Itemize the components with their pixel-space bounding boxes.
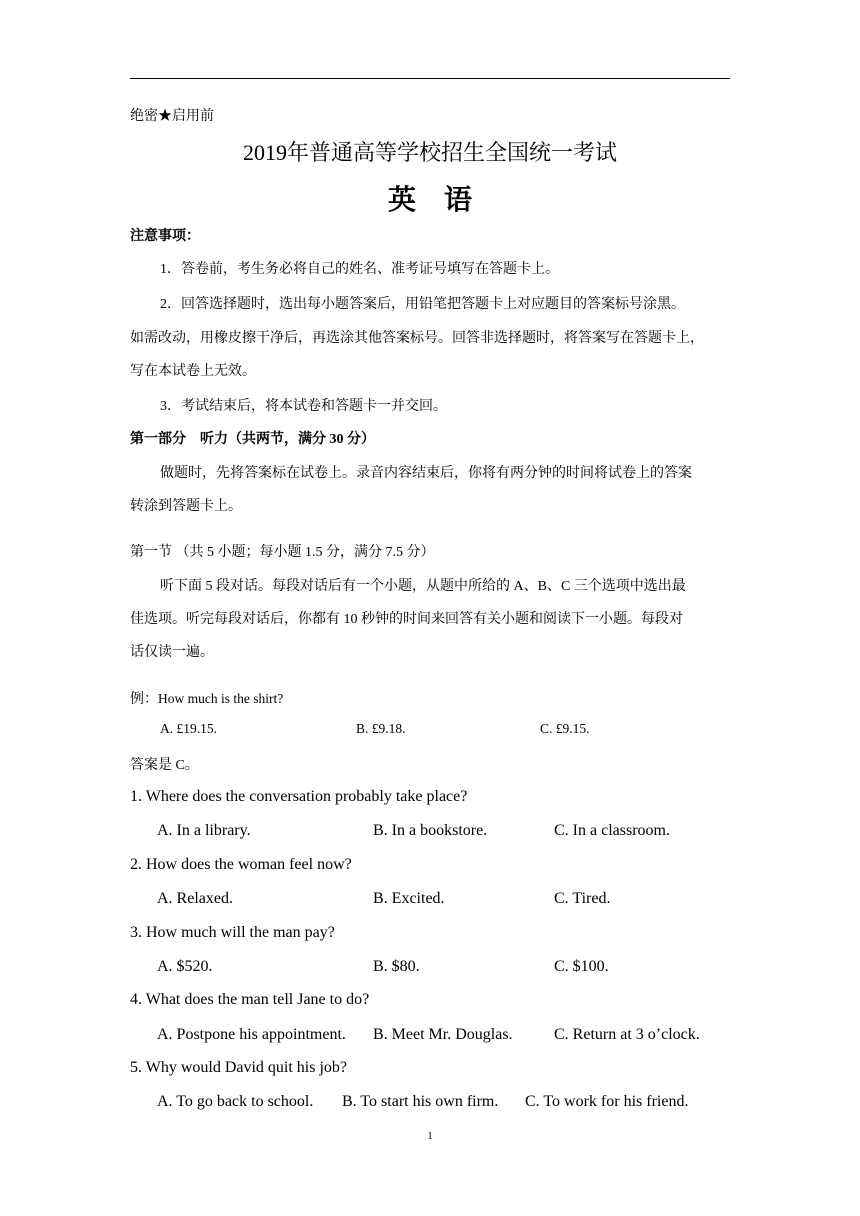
part1-heading: 第一部分 听力（共两节，满分 30 分） <box>130 432 375 447</box>
example-prefix: 例： <box>130 692 158 707</box>
question-4: 4. What does the man tell Jane to do? <box>130 991 370 1008</box>
question-3-option-a: A. $520. <box>157 958 213 975</box>
example-question <box>130 688 283 708</box>
section1-heading: 第一节 （共 5 小题；每小题 1.5 分，满分 7.5 分） <box>130 545 435 560</box>
header-rule <box>130 78 730 79</box>
subject-title: 英 语 <box>387 183 472 216</box>
question-5-option-c: C. To work for his friend. <box>525 1093 689 1110</box>
section1-instr-line-1: 听下面 5 段对话。每段对话后有一个小题，从题中所给的 A、B、C 三个选项中选出最 <box>160 579 686 594</box>
section1-instr-line-3: 话仅读一遍。 <box>130 645 214 660</box>
page-number: 1 <box>427 1130 433 1142</box>
question-4-option-c: C. Return at 3 o’clock. <box>554 1026 700 1043</box>
question-1-option-c: C. In a classroom. <box>554 822 670 839</box>
question-3-option-c: C. $100. <box>554 958 609 975</box>
example-answer: 答案是 C。 <box>130 758 199 773</box>
part1-intro-line-1: 做题时，先将答案标在试卷上。录音内容结束后，你将有两分钟的时间将试卷上的答案 <box>160 466 692 481</box>
example-option-c: C. £9.15. <box>540 721 590 736</box>
note-item-2-line-2: 如需改动，用橡皮擦干净后，再选涂其他答案标号。回答非选择题时，将答案写在答题卡上， <box>130 331 704 346</box>
question-2-option-b: B. Excited. <box>373 890 445 907</box>
question-2-option-a: A. Relaxed. <box>157 890 233 907</box>
example-option-b: B. £9.18. <box>356 721 406 736</box>
question-2: 2. How does the woman feel now? <box>130 856 352 873</box>
question-5-option-b: B. To start his own firm. <box>342 1093 499 1110</box>
example-option-a: A. £19.15. <box>160 721 217 736</box>
question-5-option-a: A. To go back to school. <box>157 1093 314 1110</box>
question-5: 5. Why would David quit his job? <box>130 1059 348 1076</box>
note-item-1: 1．答卷前，考生务必将自己的姓名、准考证号填写在答题卡上。 <box>160 262 559 277</box>
part1-intro-line-2: 转涂到答题卡上。 <box>130 499 242 514</box>
question-3: 3. How much will the man pay? <box>130 924 335 941</box>
secret-mark: 绝密★启用前 <box>130 109 214 124</box>
question-1-option-b: B. In a bookstore. <box>373 822 488 839</box>
question-2-option-c: C. Tired. <box>554 890 611 907</box>
note-item-3: 3．考试结束后，将本试卷和答题卡一并交回。 <box>160 399 447 414</box>
note-item-2-line-3: 写在本试卷上无效。 <box>130 364 256 379</box>
note-item-2-line-1: 2．回答选择题时，选出每小题答案后，用铅笔把答题卡上对应题目的答案标号涂黑。 <box>160 297 685 312</box>
question-4-option-a: A. Postpone his appointment. <box>157 1026 346 1043</box>
section1-instr-line-2: 佳选项。听完每段对话后，你都有 10 秒钟的时间来回答有关小题和阅读下一小题。每段对 <box>130 612 683 627</box>
example-question-text: How much is the shirt? <box>158 691 284 706</box>
exam-title: 2019年普通高等学校招生全国统一考试 <box>242 140 617 165</box>
question-1-option-a: A. In a library. <box>157 822 251 839</box>
notes-heading: 注意事项： <box>130 229 200 244</box>
question-3-option-b: B. $80. <box>373 958 420 975</box>
question-1: 1. Where does the conversation probably take place? <box>130 788 468 805</box>
question-4-option-b: B. Meet Mr. Douglas. <box>373 1026 513 1043</box>
